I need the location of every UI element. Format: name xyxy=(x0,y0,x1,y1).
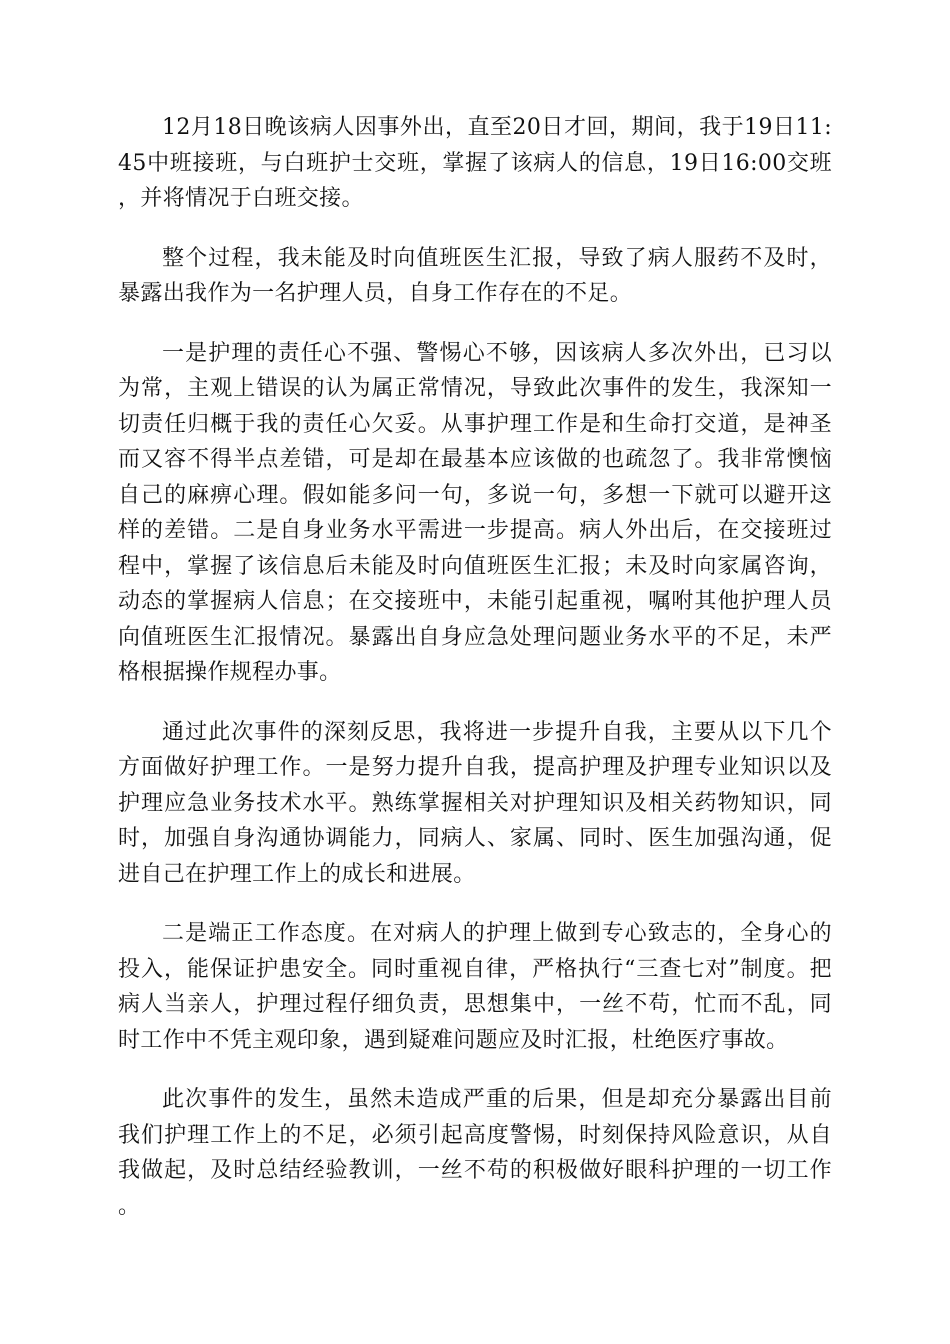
paragraph-1: 12月18日晚该病人因事外出，直至20日才回，期间，我于19日11:45中班接班，与白班护士交班，掌握了该病人的信息，19日16:00交班，并将情况于白班交接。 xyxy=(118,115,832,211)
paragraph-spacer xyxy=(118,1058,832,1082)
paragraph-spacer xyxy=(118,691,832,715)
paragraph-6: 此次事件的发生，虽然未造成严重的后果，但是却充分暴露出目前我们护理工作上的不足，必须引起高度警惕，时刻保持风险意识，从自我做起，及时总结经验教训，一丝不苟的积极做好眼科护理的一切工作。 xyxy=(118,1087,832,1219)
paragraph-spacer xyxy=(118,312,832,336)
paragraph-5: 二是端正工作态度。在对病人的护理上做到专心致志的，全身心的投入，能保证护患安全。同时重视自律，严格执行“三查七对”制度。把病人当亲人，护理过程仔细负责，思想集中，一丝不苟，忙而不乱，同时工作中不凭主观印象，遇到疑难问题应及时汇报，杜绝医疗事故。 xyxy=(118,921,832,1053)
paragraph-2: 整个过程，我未能及时向值班医生汇报，导致了病人服药不及时，暴露出我作为一名护理人员，自身工作存在的不足。 xyxy=(118,245,832,306)
paragraph-spacer xyxy=(118,217,832,241)
paragraph-3: 一是护理的责任心不强、警惕心不够，因该病人多次外出，已习以为常，主观上错误的认为属正常情况，导致此次事件的发生，我深知一切责任归概于我的责任心欠妥。从事护理工作是和生命打交道，是神圣而又容不得半点差错，可是却在最基本应该做的也疏忽了。我非常懊恼自己的麻痹心理。假如能多问一句，多说一句，多想一下就可以避开这样的差错。二是自身业务水平需进一步提高。病人外出后，在交接班过程中，掌握了该信息后未能及时向值班医生汇报；未及时向家属咨询，动态的掌握病人信息；在交接班中，未能引起重视，嘱咐其他护理人员向值班医生汇报情况。暴露出自身应急处理问题业务水平的不足，未严格根据操作规程办事。 xyxy=(118,340,832,685)
paragraph-spacer xyxy=(118,892,832,916)
paragraph-4: 通过此次事件的深刻反思，我将进一步提升自我，主要从以下几个方面做好护理工作。一是努力提升自我，提高护理及护理专业知识以及护理应急业务技术水平。熟练掌握相关对护理知识及相关药物知识，同时，加强自身沟通协调能力，同病人、家属、同时、医生加强沟通，促进自己在护理工作上的成长和进展。 xyxy=(118,719,832,887)
